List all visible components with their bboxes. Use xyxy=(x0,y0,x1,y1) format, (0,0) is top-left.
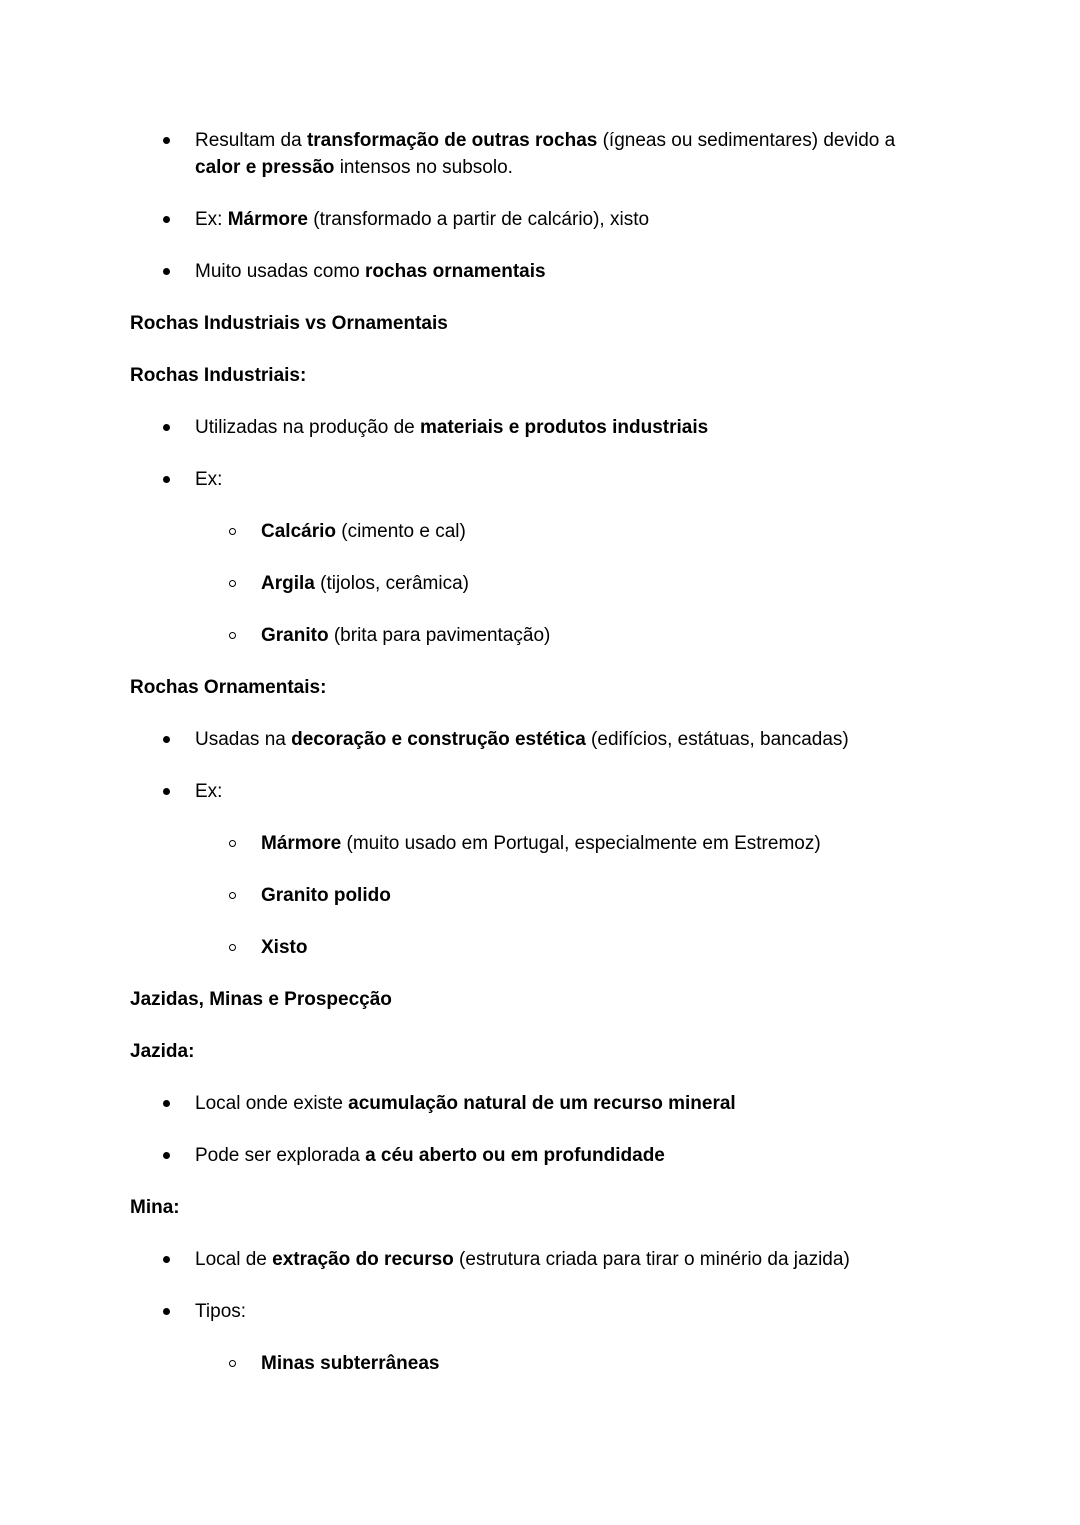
bullet-dot-icon xyxy=(163,1100,170,1107)
bullet-dot-icon xyxy=(163,216,170,223)
bullet-dot-icon xyxy=(163,788,170,795)
bullet-item xyxy=(130,258,940,285)
text-run-bold: Granito xyxy=(261,625,329,646)
text-run-bold: extração do recurso xyxy=(272,1249,454,1270)
bullet-circle-icon xyxy=(229,528,236,535)
bullet-item xyxy=(130,414,940,441)
text-run-bold: Calcário xyxy=(261,521,336,542)
text-run-bold: transformação de outras rochas xyxy=(306,130,598,151)
bullet-item xyxy=(130,1298,940,1325)
text-run-bold: Mármore xyxy=(227,209,308,230)
sub-bullet-item xyxy=(130,570,940,597)
section-heading xyxy=(130,362,940,389)
text-run: (tijolos, cerâmica) xyxy=(314,573,470,594)
bullet-item xyxy=(130,206,940,233)
heading-text: Jazida: xyxy=(130,1041,195,1062)
bullet-dot-icon xyxy=(163,736,170,743)
text-run: (cimento e cal) xyxy=(335,521,466,542)
text-run: (transformado a partir de calcário), xisto xyxy=(307,209,650,230)
text-run-bold: Mármore xyxy=(261,833,342,854)
bullet-item xyxy=(130,778,940,805)
heading-text: Rochas Industriais vs Ornamentais xyxy=(130,313,448,334)
text-run-bold: a céu aberto ou em profundidade xyxy=(365,1145,665,1166)
text-run: (brita para pavimentação) xyxy=(328,625,551,646)
text-run: intensos no subsolo. xyxy=(334,157,513,178)
text-run: Ex: xyxy=(195,209,228,230)
text-run-bold: Minas subterrâneas xyxy=(261,1353,440,1374)
text-run-bold: calor e pressão xyxy=(195,157,335,178)
text-run-bold: rochas ornamentais xyxy=(365,261,546,282)
heading-text: Jazidas, Minas e Prospecção xyxy=(130,989,392,1010)
sub-bullet-item xyxy=(130,882,940,909)
text-run-bold: Xisto xyxy=(261,937,308,958)
section-heading xyxy=(130,986,940,1013)
bullet-item xyxy=(130,127,940,181)
bullet-circle-icon xyxy=(229,944,236,951)
text-run-bold: decoração e construção estética xyxy=(291,729,586,750)
bullet-circle-icon xyxy=(229,632,236,639)
text-run: Resultam da xyxy=(195,130,307,151)
bullet-dot-icon xyxy=(163,476,170,483)
heading-text: Mina: xyxy=(130,1197,180,1218)
bullet-item xyxy=(130,466,940,493)
text-run: Muito usadas como xyxy=(195,261,366,282)
bullet-dot-icon xyxy=(163,1152,170,1159)
bullet-dot-icon xyxy=(163,424,170,431)
text-run: (estrutura criada para tirar o minério da jazida) xyxy=(453,1249,850,1270)
sub-bullet-item xyxy=(130,934,940,961)
text-run: (muito usado em Portugal, especialmente em Estremoz) xyxy=(341,833,821,854)
section-heading xyxy=(130,674,940,701)
bullet-item xyxy=(130,1090,940,1117)
text-run: Local de xyxy=(195,1249,273,1270)
text-run: (ígneas ou sedimentares) devido a xyxy=(597,130,896,151)
bullet-item xyxy=(130,726,940,753)
text-run-bold: materiais e produtos industriais xyxy=(419,417,709,438)
sub-bullet-item xyxy=(130,830,940,857)
bullet-item xyxy=(130,1142,940,1169)
text-run: Pode ser explorada xyxy=(195,1145,366,1166)
section-heading xyxy=(130,1194,940,1221)
bullet-circle-icon xyxy=(229,892,236,899)
section-heading xyxy=(130,1038,940,1065)
section-heading xyxy=(130,310,940,337)
bullet-dot-icon xyxy=(163,1308,170,1315)
text-run: (edifícios, estátuas, bancadas) xyxy=(585,729,849,750)
text-run: Ex: xyxy=(195,781,223,802)
sub-bullet-item xyxy=(130,518,940,545)
text-run: Ex: xyxy=(195,469,223,490)
bullet-circle-icon xyxy=(229,1360,236,1367)
bullet-dot-icon xyxy=(163,137,170,144)
sub-bullet-item xyxy=(130,1350,940,1377)
heading-text: Rochas Ornamentais: xyxy=(130,677,327,698)
text-run-bold: acumulação natural de um recurso mineral xyxy=(348,1093,736,1114)
bullet-dot-icon xyxy=(163,268,170,275)
bullet-circle-icon xyxy=(229,580,236,587)
bullet-circle-icon xyxy=(229,840,236,847)
text-run: Tipos: xyxy=(195,1301,247,1322)
text-run-bold: Argila xyxy=(261,573,315,594)
sub-bullet-item xyxy=(130,622,940,649)
bullet-dot-icon xyxy=(163,1256,170,1263)
text-run: Usadas na xyxy=(195,729,292,750)
heading-text: Rochas Industriais: xyxy=(130,365,307,386)
text-run: Local onde existe xyxy=(195,1093,349,1114)
text-run-bold: Granito polido xyxy=(261,885,391,906)
bullet-item xyxy=(130,1246,940,1273)
text-run: Utilizadas na produção de xyxy=(195,417,420,438)
